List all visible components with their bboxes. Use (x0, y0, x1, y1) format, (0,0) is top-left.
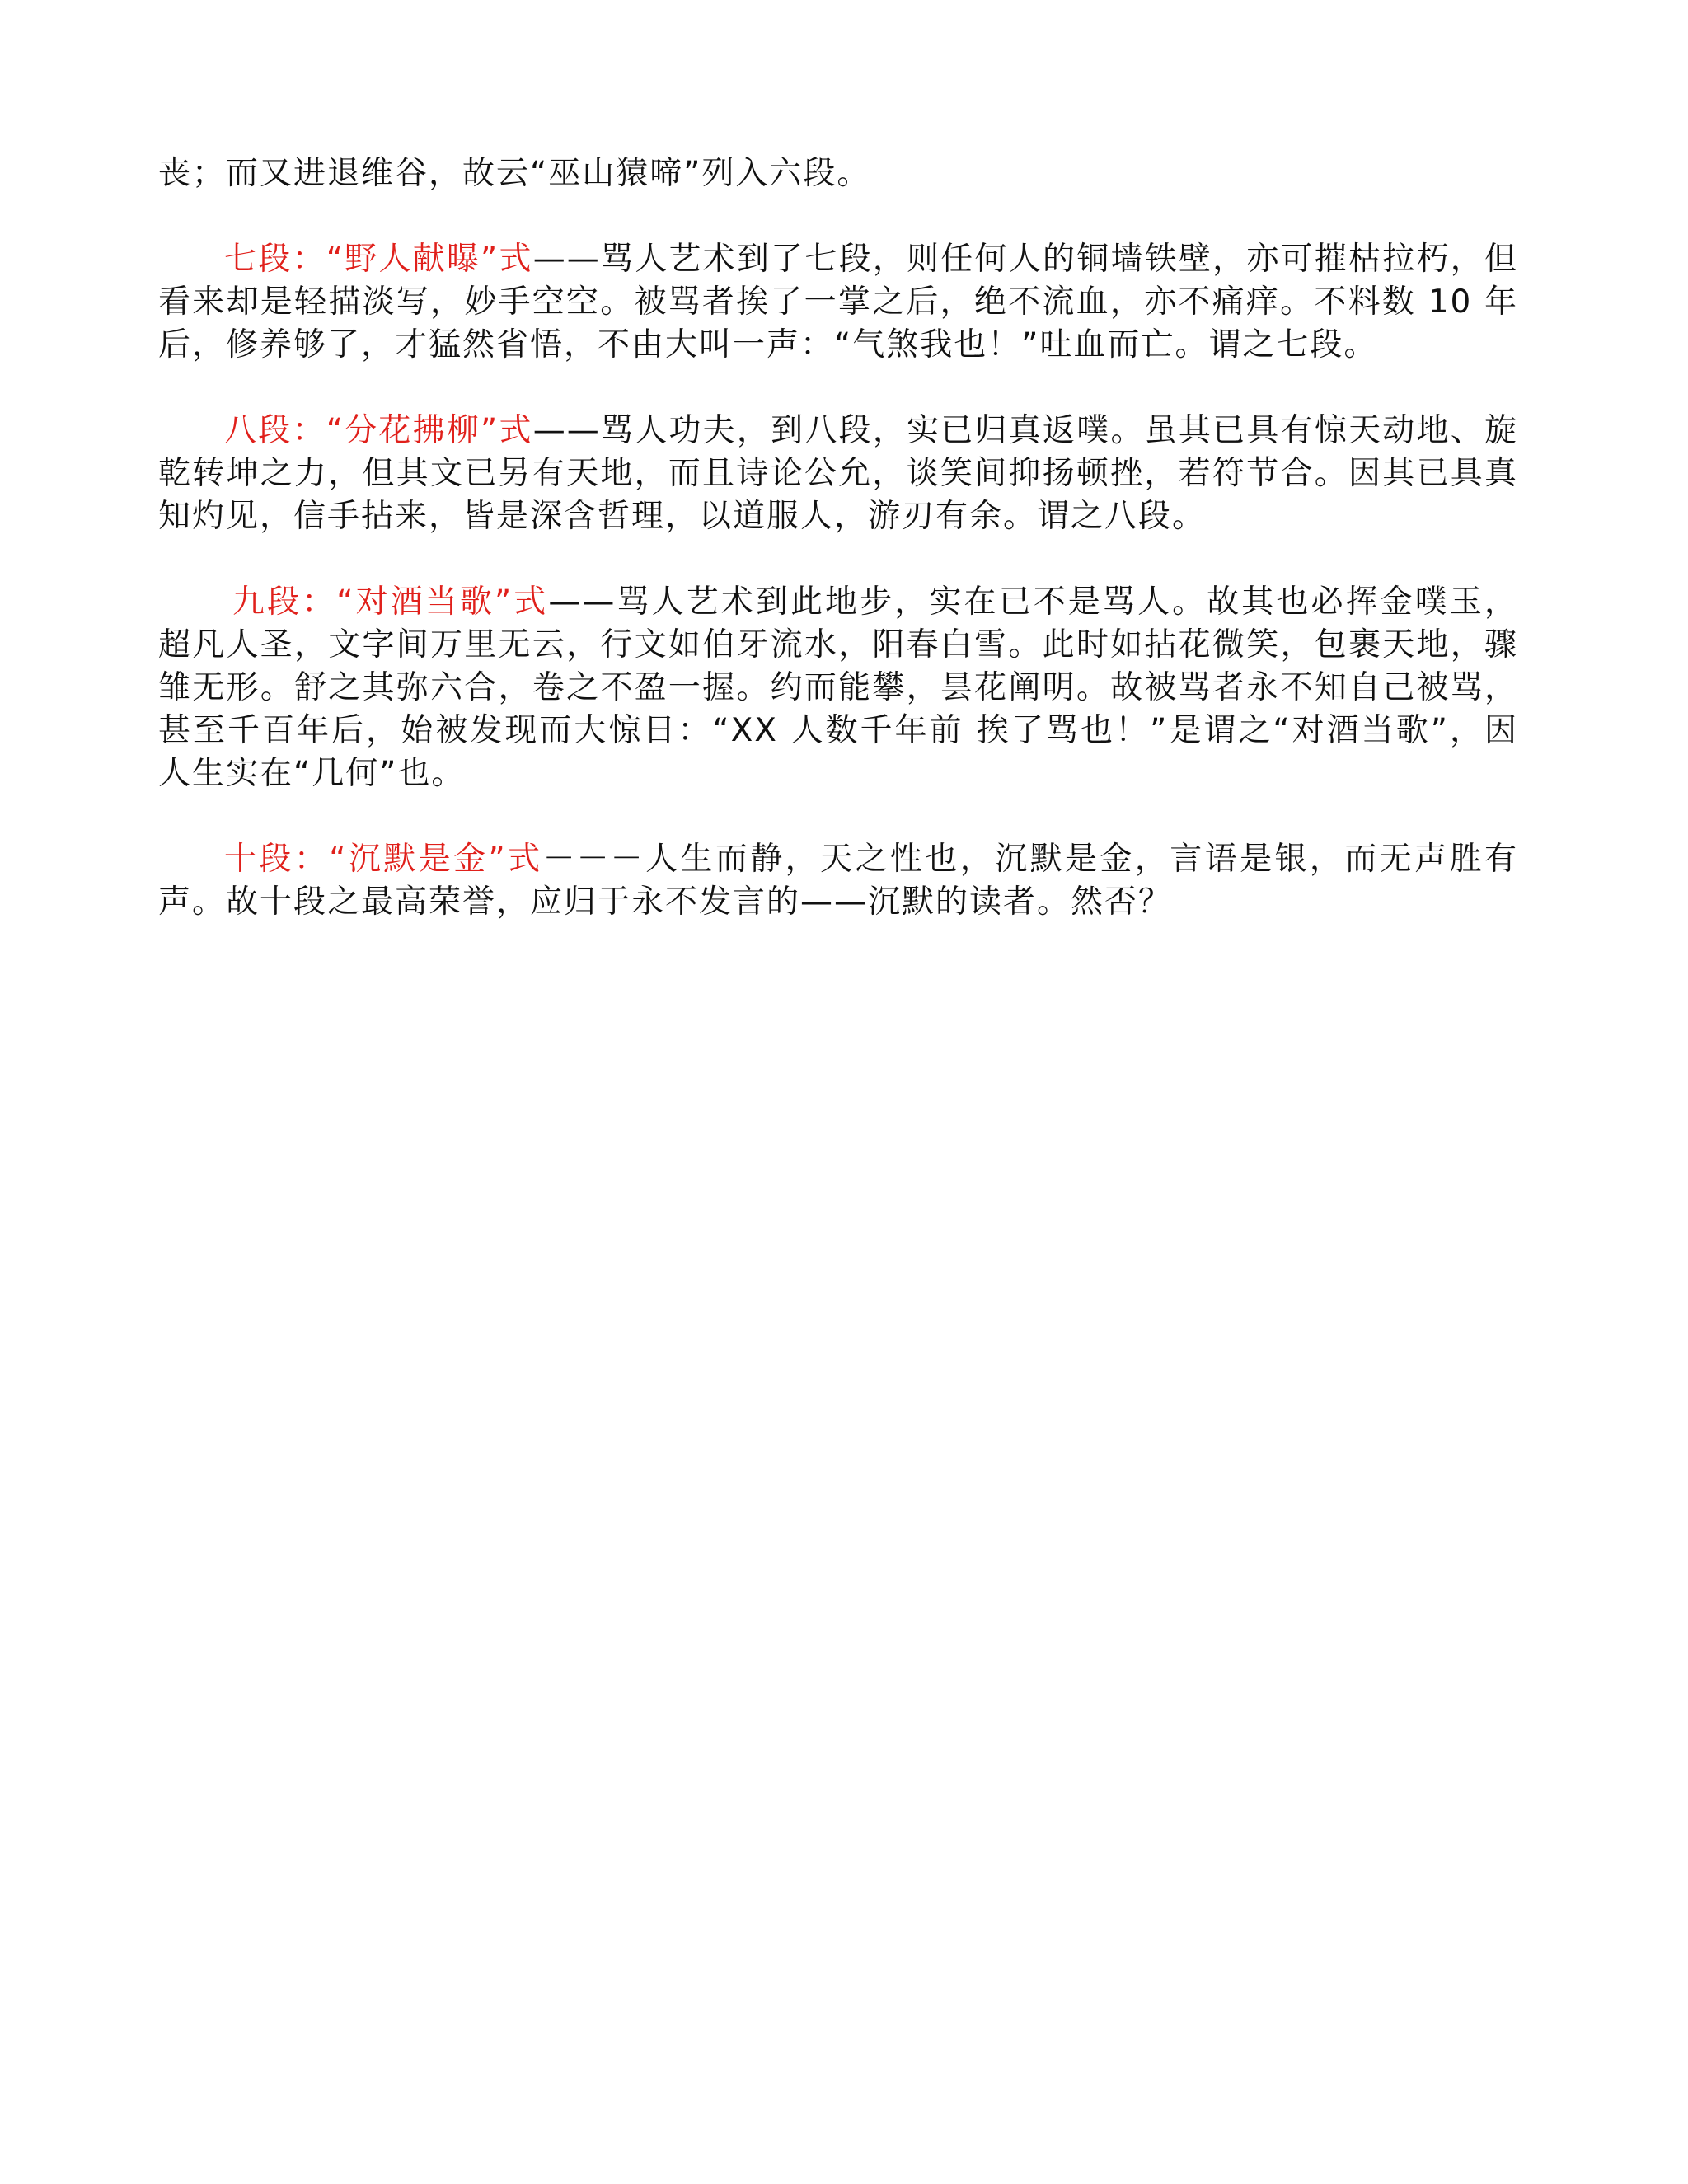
section-heading-seventh-dan: 七段：“野人献曝”式 (224, 241, 533, 278)
paragraph-six-ending (158, 152, 1518, 195)
paragraph-text: ——骂人功夫，到八段，实已归真返噗。虽其已具有惊天动地、旋乾转坤之力，但其文已另有天地，而且诗论公允，谈笑间抑扬顿挫，若符节合。因其已具真知灼见，信手拈来，皆是深含哲理，以道服人，游刃有余。谓之八段。 (158, 412, 1518, 535)
paragraph-text: －－－人生而静，天之性也，沉默是金，言语是银，而无声胜有声。故十段之最高荣誉，应归于永不发言的——沉默的读者。然否？ (158, 841, 1518, 921)
document-body (158, 152, 1518, 924)
paragraph-tenth-dan (158, 838, 1518, 924)
paragraph-seventh-dan (158, 238, 1518, 367)
paragraph-ninth-dan (158, 581, 1518, 795)
paragraph-spacer (158, 795, 1518, 838)
paragraph-text: ——骂人艺术到此地步，实在已不是骂人。故其也必挥金噗玉，超凡人圣，文字间万里无云，行文如伯牙流水，阳春白雪。此时如拈花微笑，包裹天地，骤雏无形。舒之其弥六合，卷之不盈一握。约而能攀，昙花阐明。故被骂者永不知自己被骂，甚至千百年后，始被发现而大惊日：“XX 人数千年前 挨了骂也！”是谓之“对酒当歌”，因人生实在“几何”也。 (158, 583, 1518, 792)
section-heading-eighth-dan: 八段：“分花拂柳”式 (224, 412, 533, 449)
paragraph-spacer (158, 195, 1518, 238)
paragraph-text: 丧；而又进退维谷，故云“巫山猿啼”列入六段。 (158, 155, 871, 192)
paragraph-spacer (158, 367, 1518, 410)
section-heading-tenth-dan: 十段：“沉默是金”式 (224, 841, 543, 878)
paragraph-eighth-dan (158, 410, 1518, 538)
paragraph-spacer (158, 538, 1518, 581)
section-heading-ninth-dan: 九段：“对酒当歌”式 (232, 583, 549, 621)
paragraph-text: ——骂人艺术到了七段，则任何人的铜墙铁壁，亦可摧枯拉朽，但看来却是轻描淡写，妙手空空。被骂者挨了一掌之后，绝不流血，亦不痛痒。不料数 10 年后，修养够了，才猛然省悟，不由大叫一声：“气煞我也！”吐血而亡。谓之七段。 (158, 241, 1518, 363)
